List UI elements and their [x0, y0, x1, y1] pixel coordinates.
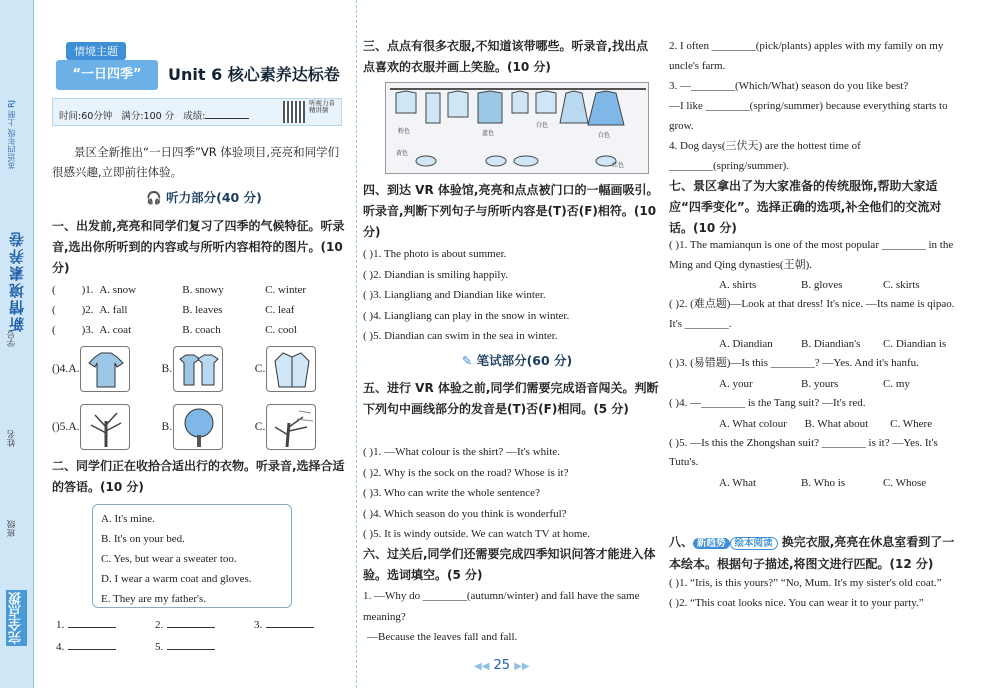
q1-option: B. leaves	[182, 304, 223, 316]
q3-title: 三、点点有很多衣服,不知道该带哪些。听录音,找出点点喜欢的衣服并画上笑脸。(10 分)	[363, 39, 649, 74]
q7-option[interactable]: C. Where	[890, 417, 933, 430]
q7-option[interactable]: C. my	[883, 377, 910, 390]
q7-option[interactable]: C. Whose	[883, 476, 927, 489]
next-arrow-icon: ▶▶	[514, 661, 530, 672]
answer-blank[interactable]	[68, 615, 116, 628]
q7-option[interactable]: A. your	[719, 377, 753, 390]
q7-question: ( )2. (难点题)—Look at that dress! It's nice. —Its name is qipao. It's ________.	[669, 298, 955, 330]
intro-text: 景区全新推出“一日四季”VR 体验项目,亮亮和同学们很感兴趣,立即前往体验。	[52, 145, 340, 179]
q7-options	[669, 414, 965, 434]
q1-option: B. coach	[182, 324, 221, 336]
q4-item: ( )4. Liangliang can play in the snow in winter.	[363, 309, 570, 322]
qr-code-icon[interactable]	[283, 101, 305, 123]
q7-option[interactable]: A. What colour	[719, 417, 787, 430]
writing-title: 笔试部分(60 分)	[476, 353, 573, 368]
q8-item: ( )2. “This coat looks nice. You can wear it to your party.”	[669, 596, 924, 609]
headphone-icon: 🎧	[146, 190, 162, 205]
color-label: 黄色	[396, 150, 409, 157]
q1-option: C. winter	[265, 284, 307, 296]
q8-title: 换完衣服,亮亮在休息室看到了一本绘本。根据句子描述,将图文进行匹配。(12 分)	[669, 535, 955, 571]
q1-option: A. fall	[99, 304, 128, 316]
column-middle	[356, 0, 662, 688]
spine-stamp: 完全点拨	[6, 590, 27, 646]
q8-prefix: 八、	[669, 535, 694, 549]
q4-items	[363, 244, 659, 347]
answer-blank[interactable]	[68, 637, 116, 650]
q6-items-b	[669, 36, 965, 176]
q1-item-number: )4.	[55, 363, 69, 375]
q1-option: C. cool	[265, 324, 297, 336]
q7-options	[669, 473, 965, 493]
q4-item: ( )1. The photo is about summer.	[363, 248, 507, 260]
q1-picture-row	[52, 340, 348, 398]
shirt-icon	[266, 346, 316, 392]
q2-answers	[56, 614, 346, 658]
q6-item: —I like ________(spring/summer) because everything starts to grow.	[669, 100, 948, 132]
column-right	[665, 0, 965, 688]
color-label: 蓝色	[482, 130, 495, 137]
answer-bracket[interactable]: (	[52, 324, 56, 336]
color-label: 红色	[612, 162, 625, 169]
q1-options	[52, 280, 348, 456]
color-label: 粉色	[398, 128, 411, 135]
q7-title: 七、景区拿出了为大家准备的传统服饰,帮助大家适应“四季变化”。选择正确的选项,补全他们的交流对话。(10 分)	[669, 179, 942, 235]
trend-badge: 新趋势	[693, 538, 730, 549]
q7-option[interactable]: C. Diandian is	[883, 338, 947, 351]
q7-option[interactable]: C. skirts	[883, 279, 920, 292]
q7-question: ( )3. (易错题)—Is this ________? —Yes. And it's hanfu.	[669, 357, 919, 370]
time-label: 时间:60分钟	[59, 111, 113, 122]
bare-tree-icon	[80, 404, 130, 450]
theme-title: “一日四季”	[56, 60, 158, 90]
q2-option: E. They are my father's.	[101, 593, 207, 605]
q4-item: ( )2. Diandian is smiling happily.	[363, 268, 509, 281]
q1-row	[52, 300, 348, 320]
answer-bracket[interactable]: (	[52, 363, 56, 375]
q6-item: 2. I often ________(pick/plants) apples with my family on my uncle's farm.	[669, 40, 944, 72]
answer-bracket[interactable]: (	[52, 284, 56, 296]
q7-option[interactable]: B. yours	[801, 377, 839, 390]
q5-item: ( )1. —What colour is the shirt? —It's white.	[363, 446, 560, 458]
answer-blank[interactable]	[167, 615, 215, 628]
qr-tip: 听视力音精讲频	[309, 99, 335, 114]
leafy-tree-icon	[173, 404, 223, 450]
q5-title: 五、进行 VR 体验之前,同学们需要完成语音闯关。判断下列句中画线部分的发音是(T)否(F)相同。(5 分)	[363, 381, 659, 416]
spine-subtitle: 英语四年级 上册 RJ	[7, 100, 16, 170]
answer-bracket[interactable]: (	[52, 421, 56, 433]
writing-heading	[437, 351, 597, 369]
option-letter: B.	[161, 363, 173, 375]
result-label: 成绩:	[183, 111, 206, 122]
q5-items	[363, 442, 659, 545]
page-number	[474, 658, 530, 673]
book-spine	[0, 0, 34, 688]
spine-brand: 新情境素养卷	[8, 230, 26, 332]
tshirt-icon	[80, 346, 130, 392]
q4-title: 四、到达 VR 体验馆,亮亮和点点被门口的一幅画吸引。听录音,判断下列句子与所听内容是(T)否(F)相符。(10 分)	[363, 183, 659, 239]
q7-question: ( )4. —________ is the Tang suit? —It's red.	[669, 396, 866, 409]
answer-number: 4.	[56, 641, 65, 653]
q6-items-a	[363, 586, 659, 648]
page-number-text: 25	[493, 658, 511, 673]
q6-item: 1. —Why do ________(autumn/winter) and fall have the same meaning?	[363, 590, 640, 623]
picture-book-badge: 绘本阅读	[730, 537, 778, 550]
answer-blank[interactable]	[266, 615, 314, 628]
q5-item: ( )4. Which season do you think is wonderful?	[363, 507, 567, 520]
q8-title-block	[669, 532, 965, 575]
q1-row	[52, 320, 348, 340]
answer-blank[interactable]	[167, 637, 215, 650]
q7-option[interactable]: B. gloves	[801, 279, 843, 292]
pen-icon: ✎	[461, 353, 473, 368]
q7-options	[669, 275, 965, 295]
color-label: 白色	[598, 132, 611, 139]
q6-item: —Because the leaves fall and fall.	[367, 631, 518, 643]
q1-option: B. snowy	[182, 284, 224, 296]
option-letter: A.	[68, 363, 80, 375]
option-letter: A.	[68, 421, 80, 433]
q2-option: B. It's on your bed.	[101, 533, 185, 545]
q7-option[interactable]: B. Diandian's	[801, 338, 861, 351]
q8-item: ( )1. “Iris, is this yours?” “No, Mum. It's my sister's old coat.”	[669, 577, 942, 589]
q5-item: ( )2. Why is the sock on the road? Whose is it?	[363, 466, 569, 479]
q7-items	[669, 236, 965, 493]
column-left	[44, 0, 356, 688]
q2-title: 二、同学们正在收拾合适出行的衣物。听录音,选择合适的答语。(10 分)	[52, 459, 345, 494]
listening-heading	[124, 188, 284, 206]
header-card	[52, 40, 342, 126]
q7-option[interactable]: B. What about	[804, 417, 869, 430]
color-label: 白色	[536, 122, 549, 129]
q1-option: C. leaf	[265, 304, 295, 316]
unit-title: Unit 6 核心素养达标卷	[168, 65, 340, 84]
q1-row	[52, 280, 348, 300]
q7-option[interactable]: A. What	[719, 476, 757, 489]
option-letter: C.	[254, 421, 266, 433]
q6-title: 六、过关后,同学们还需要完成四季知识问答才能进入体验。选词填空。(5 分)	[363, 547, 656, 582]
q7-option[interactable]: A. Diandian	[719, 338, 773, 351]
score-label: 满分:100 分	[121, 111, 175, 122]
spine-field-class: 班级	[7, 520, 17, 537]
meta-row	[52, 98, 342, 126]
q2-options-box	[92, 504, 292, 608]
q8-items	[669, 574, 965, 613]
answer-number: 1.	[56, 619, 65, 631]
two-tshirts-icon	[173, 346, 223, 392]
q1-picture-row	[52, 398, 348, 456]
q7-option[interactable]: B. Who is	[801, 476, 846, 489]
q7-question: ( )5. —Is this the Zhongshan suit? ________ is it? —Yes. It's Tutu's.	[669, 436, 938, 469]
clothes-rack-image	[385, 82, 649, 174]
q6-item: 4. Dog days(三伏天) are the hottest time of ________(spring/summer).	[669, 140, 861, 172]
q2-option: A. It's mine.	[101, 513, 155, 525]
answer-number: 3.	[254, 619, 263, 631]
q6-item: 3. —________(Which/What) season do you like best?	[669, 80, 909, 92]
q2-option: D. I wear a warm coat and gloves.	[101, 573, 252, 585]
spine-field-id: 学号	[7, 330, 17, 347]
q2-option: C. Yes, but wear a sweater too.	[101, 553, 237, 565]
q1-item-number: )3.	[81, 324, 94, 336]
q1-option: A. coat	[99, 324, 132, 336]
q1-item-number: )5.	[55, 421, 69, 433]
theme-tag: 情境主题	[66, 42, 126, 60]
spine-field-name: 姓名	[7, 430, 17, 447]
answer-number: 2.	[155, 619, 164, 631]
listening-title: 听力部分(40 分)	[166, 190, 262, 205]
q1-item-number: )2.	[81, 304, 94, 316]
windy-tree-icon	[266, 404, 316, 450]
prev-arrow-icon: ◀◀	[474, 661, 490, 672]
q4-item: ( )3. Liangliang and Diandian like winter.	[363, 289, 546, 301]
answer-number: 5.	[155, 641, 164, 653]
q1-option: A. snow	[99, 284, 137, 296]
answer-bracket[interactable]: (	[52, 304, 56, 316]
q4-item: ( )5. Diandian can swim in the sea in winter.	[363, 330, 558, 342]
q1-item-number: )1.	[81, 284, 94, 296]
q7-option[interactable]: A. shirts	[719, 279, 757, 292]
q7-options	[669, 334, 965, 354]
option-letter: C.	[254, 363, 266, 375]
q5-item: ( )5. It is windy outside. We can watch TV at home.	[363, 528, 591, 540]
q1-title: 一、出发前,亮亮和同学们复习了四季的气候特征。听录音,选出你所听到的内容或与所听内容相符的图片。(10 分)	[52, 219, 345, 275]
q7-question: ( )1. The mamianqun is one of the most popular ________ in the Ming and Qing dynasties(王朝).	[669, 239, 954, 271]
q5-item: ( )3. Who can write the whole sentence?	[363, 487, 540, 499]
option-letter: B.	[161, 421, 173, 433]
q7-options	[669, 374, 965, 394]
